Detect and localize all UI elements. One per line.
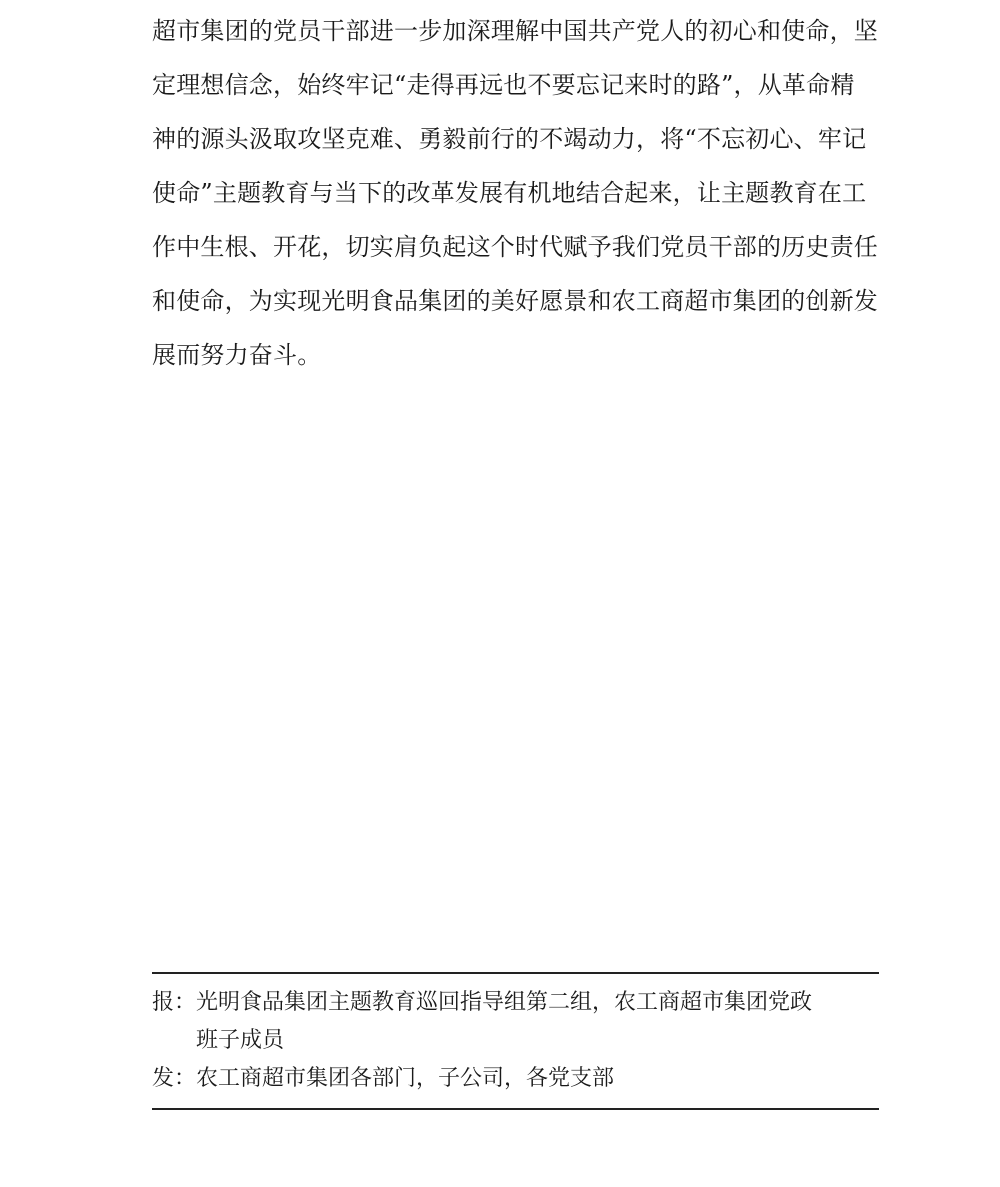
- report-line-continued: 班子成员: [196, 1028, 285, 1053]
- body-line: 神的源头汲取攻坚克难、勇毅前行的不竭动力，将“不忘初心、牢记: [152, 125, 867, 153]
- send-recipients: 农工商超市集团各部门，子公司，各党支部: [196, 1066, 615, 1091]
- send-label: 发：: [152, 1066, 197, 1091]
- body-line: 定理想信念，始终牢记“走得再远也不要忘记来时的路”，从革命精: [152, 71, 855, 99]
- body-line: 作中生根、开花，切实肩负起这个时代赋予我们党员干部的历史责任: [152, 233, 878, 261]
- bottom-rule: [152, 1108, 879, 1110]
- body-line: 和使命，为实现光明食品集团的美好愿景和农工商超市集团的创新发: [152, 287, 878, 315]
- distribution-block: [152, 974, 879, 1108]
- report-label: 报：: [152, 990, 197, 1015]
- body-paragraph: [152, 4, 878, 382]
- send-line: [152, 1060, 879, 1098]
- report-line: [152, 984, 879, 1022]
- body-line: 使命”主题教育与当下的改革发展有机地结合起来，让主题教育在工: [152, 179, 867, 207]
- distribution-footer: [152, 972, 879, 1110]
- report-recipients: 光明食品集团主题教育巡回指导组第二组，农工商超市集团党政: [196, 990, 813, 1015]
- body-line: 展而努力奋斗。: [152, 341, 322, 369]
- body-line: 超市集团的党员干部进一步加深理解中国共产党人的初心和使命，坚: [152, 17, 878, 45]
